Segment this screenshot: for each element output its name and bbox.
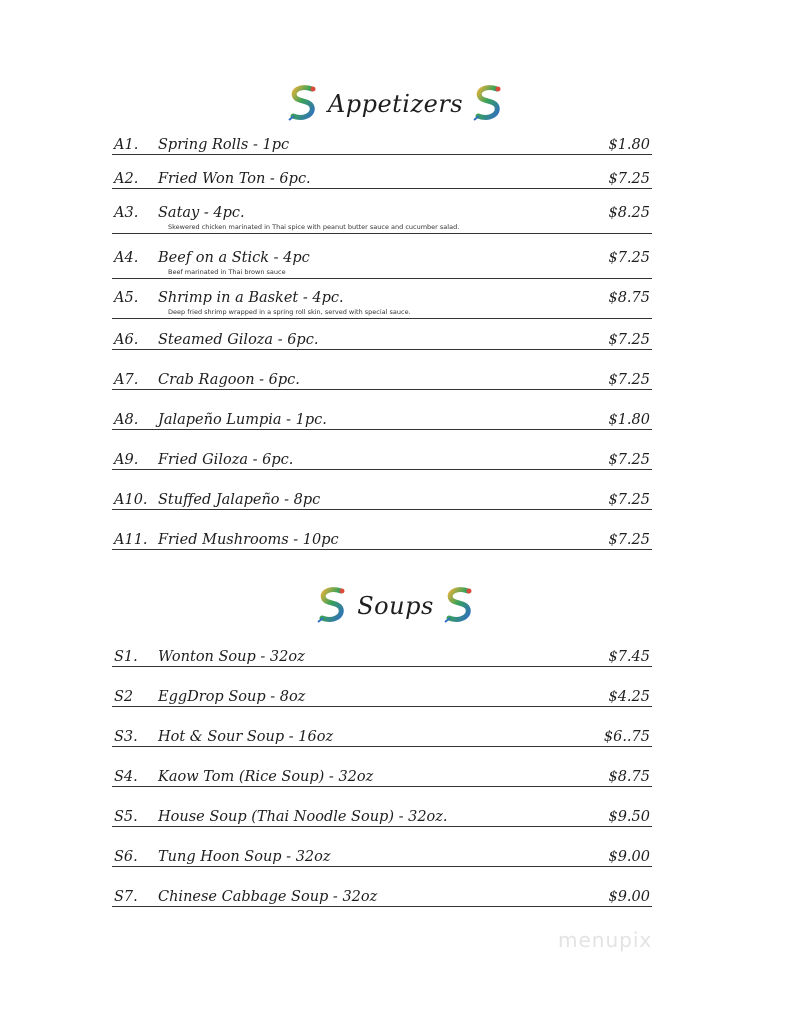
menu-item (112, 532, 652, 550)
item-code: A10. (114, 492, 148, 508)
menu-item (112, 889, 652, 907)
item-code: S2 (114, 689, 134, 705)
section-title: Appetizers (327, 90, 464, 118)
item-price: $7.25 (608, 492, 650, 508)
item-price: $9.50 (608, 809, 650, 825)
item-name: Shrimp in a Basket - 4pc. (158, 290, 344, 306)
item-code: A8. (114, 412, 139, 428)
item-code: S4. (114, 769, 138, 785)
item-price: $8.75 (608, 769, 650, 785)
item-code: A6. (114, 332, 139, 348)
menu-item (112, 332, 652, 350)
menu-item (112, 250, 652, 279)
item-code: S7. (114, 889, 138, 905)
dragon-icon (286, 84, 320, 124)
menu-item (112, 205, 652, 234)
item-code: S3. (114, 729, 138, 745)
item-code: A2. (114, 171, 139, 187)
menu-item (112, 769, 652, 787)
item-code: A11. (114, 532, 148, 548)
menu-item (112, 452, 652, 470)
menu-item (112, 171, 652, 189)
menu-item (112, 137, 652, 155)
menu-item (112, 412, 652, 430)
item-name: Fried Giloza - 6pc. (158, 452, 294, 468)
item-price: $1.80 (608, 137, 650, 153)
item-price: $7.25 (608, 532, 650, 548)
item-price: $7.25 (608, 452, 650, 468)
appetizers-header (0, 84, 791, 124)
item-price: $8.75 (608, 290, 650, 306)
menu-item (112, 809, 652, 827)
item-name: Jalapeño Lumpia - 1pc. (158, 412, 327, 428)
item-price: $7.25 (608, 250, 650, 266)
item-name: Steamed Giloza - 6pc. (158, 332, 319, 348)
menu-item (112, 372, 652, 390)
menu-item (112, 290, 652, 319)
item-description: Beef marinated in Thai brown sauce (112, 269, 652, 279)
item-description: Skewered chicken marinated in Thai spice with peanut butter sauce and cucumber salad. (112, 224, 652, 234)
item-name: Crab Ragoon - 6pc. (158, 372, 300, 388)
item-name: Fried Mushrooms - 10pc (158, 532, 339, 548)
item-price: $1.80 (608, 412, 650, 428)
item-price: $7.25 (608, 372, 650, 388)
item-price: $9.00 (608, 849, 650, 865)
menu-item (112, 689, 652, 707)
item-price: $7.25 (608, 332, 650, 348)
item-name: Satay - 4pc. (158, 205, 245, 221)
menu-item (112, 849, 652, 867)
item-price: $7.45 (608, 649, 650, 665)
section-title: Soups (357, 592, 434, 620)
menu-item (112, 649, 652, 667)
item-price: $9.00 (608, 889, 650, 905)
item-code: S6. (114, 849, 138, 865)
item-code: A5. (114, 290, 139, 306)
item-name: EggDrop Soup - 8oz (158, 689, 306, 705)
watermark: menupix (558, 928, 653, 952)
dragon-icon (315, 586, 349, 626)
item-code: S5. (114, 809, 138, 825)
item-name: Hot & Sour Soup - 16oz (158, 729, 334, 745)
dragon-icon (442, 586, 476, 626)
item-code: A1. (114, 137, 139, 153)
item-name: Spring Rolls - 1pc (158, 137, 290, 153)
item-description: Deep fried shrimp wrapped in a spring roll skin, served with special sauce. (112, 309, 652, 319)
item-name: Kaow Tom (Rice Soup) - 32oz (158, 769, 374, 785)
item-code: S1. (114, 649, 138, 665)
menu-item (112, 492, 652, 510)
item-code: A4. (114, 250, 139, 266)
item-name: Fried Won Ton - 6pc. (158, 171, 311, 187)
item-name: Wonton Soup - 32oz (158, 649, 305, 665)
item-code: A3. (114, 205, 139, 221)
dragon-icon (471, 84, 505, 124)
item-code: A7. (114, 372, 139, 388)
menu-item (112, 729, 652, 747)
item-name: Beef on a Stick - 4pc (158, 250, 310, 266)
item-price: $7.25 (608, 171, 650, 187)
item-name: House Soup (Thai Noodle Soup) - 32oz. (158, 809, 448, 825)
item-price: $6..75 (603, 729, 650, 745)
item-name: Tung Hoon Soup - 32oz (158, 849, 331, 865)
soups-header (0, 586, 791, 626)
item-name: Stuffed Jalapeño - 8pc (158, 492, 321, 508)
item-price: $4.25 (608, 689, 650, 705)
item-name: Chinese Cabbage Soup - 32oz (158, 889, 378, 905)
item-code: A9. (114, 452, 139, 468)
item-price: $8.25 (608, 205, 650, 221)
